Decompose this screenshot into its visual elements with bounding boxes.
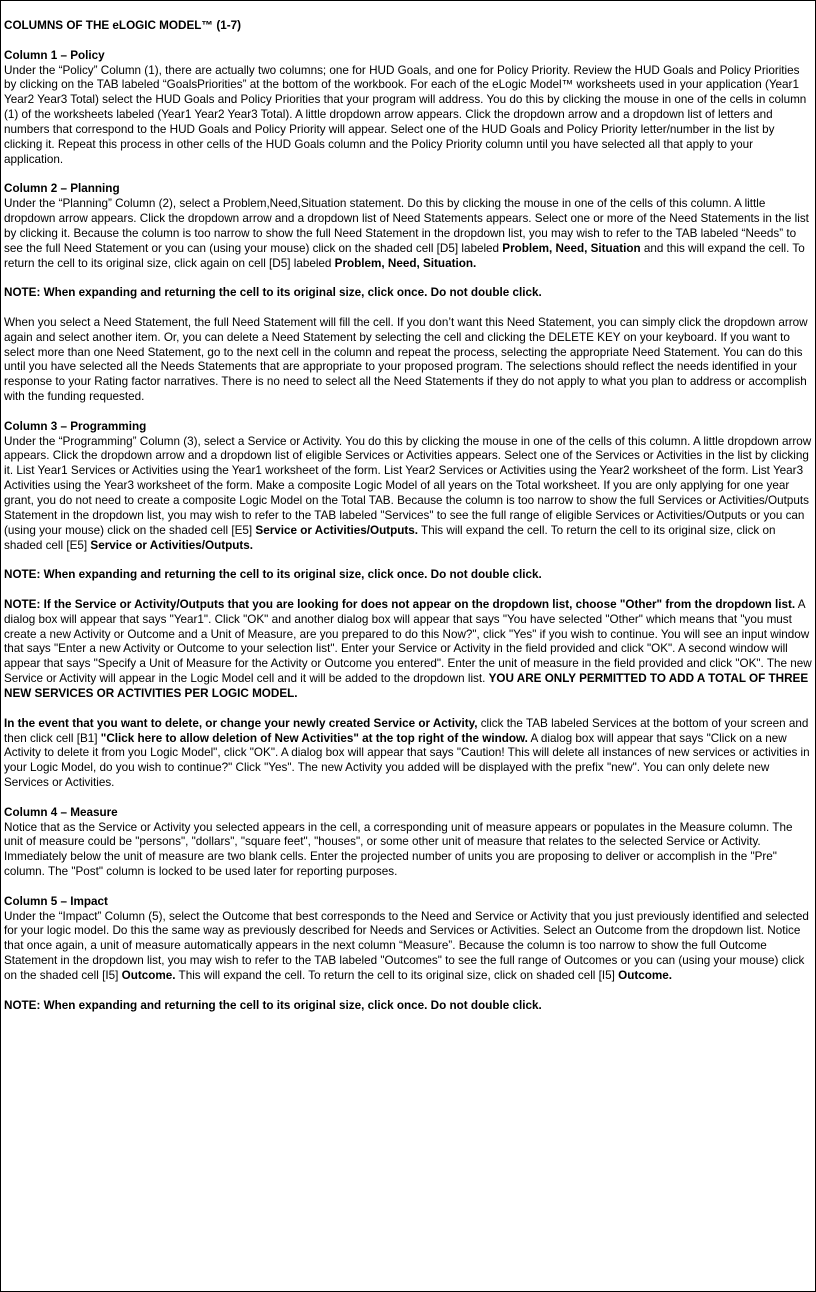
bold-text-run: Service or Activities/Outputs. [255, 523, 419, 537]
text-run: Under the “Programming” Column (3), select a Service or Activity. You do this by clicking the mouse in one of the cells of this column. A little dropdown arrow appears. Click the dropdown arrow and a dropdown list of eligible Services or Activities appears. Select one of the Services or Activities in the list by clicking it. List Year1 Services or Activities using the Year1 worksheet of the form. List Year2 Services or Activities using the Year2 worksheet of the form. List Year3 Activities using the Year3 worksheet of the form. Make a composite Logic Model of all years on the Total worksheet. If you are only applying for one year grant, you do not need to create a composite Logic Model on the Total TAB. Because the column is too narrow to show the full Services or Activities/Outputs Statement in the dropdown list, you may wish to refer to the TAB labeled "Services" to see the full range of eligible Services or Activities/Outputs or you can (using your mouse) click on the shaded cell [E5] [4, 434, 812, 537]
note-text: NOTE: When expanding and returning the cell to its original size, click once. Do not double click. [4, 286, 542, 300]
text-run: and this will expand the cell. To return the cell to its original size, click again on cell [D5] labeled [4, 241, 805, 270]
text-run: This will expand the cell. To return the cell to its original size, click on shaded cell [I5] [175, 969, 619, 982]
section-column-1 [4, 49, 814, 168]
section-column-3 [4, 420, 814, 791]
bold-text-run: Service or Activities/Outputs. [90, 538, 254, 552]
text-run: Under the “Impact” Column (5), select the Outcome that best corresponds to the Need and Service or Activity that you just previously identified and selected for your logic model. Do this the same way as previously described for Needs and Services or Activities. Select an Outcome from the dropdown list. Notice that once again, a unit of measure automatically appears in the next column “Measure”. Because the column is too narrow to show the full Outcome Statement in the dropdown list, you may wish to refer to the TAB labeled "Outcomes" to see the full range of Outcomes or you can (using your mouse) click on the shaded cell [I5] [4, 909, 809, 982]
paragraph [4, 435, 814, 554]
bold-text-run: "Click here to allow deletion of New Activities" at the top right of the window. [100, 731, 528, 745]
note-text: NOTE: When expanding and returning the cell to its original size, click once. Do not double click. [4, 998, 542, 1012]
paragraph [4, 717, 814, 791]
section-column-5 [4, 895, 814, 1014]
bold-text-run: Problem, Need, Situation [502, 241, 641, 255]
bold-text-run: In the event that you want to delete, or change your newly created Service or Activity, [4, 716, 478, 730]
text-run: Under the “Planning” Column (2), select a Problem,Need,Situation statement. Do this by clicking the mouse in one of the cells of this column. A little dropdown arrow appears. Click the dropdown arrow and a dropdown list of Need Statements appears. Select one or more of the Need Statements in the list by clicking it. Because the column is too narrow to show the full Need Statement in the dropdown list, you may wish to refer to the TAB labeled “Needs” to see the full Need Statement or you can (using your mouse) click on the shaded cell [D5] labeled [4, 197, 809, 255]
paragraph [4, 598, 814, 702]
paragraph [4, 197, 814, 271]
text-run: click the TAB labeled Services at the bottom of your screen and then click cell [B1] [4, 716, 809, 745]
text-run: A dialog box will appear that says "Click on a new Activity to delete it from you Logic Model", click "OK". A dialog box will appear that says "Caution! This will delete all instances of new services or activities in your Logic Model, do you wish to continue?" Click "Yes". The new Activity you added will be displayed with the prefix "new". You can only delete new Services or Activities. [4, 731, 810, 790]
paragraph: When you select a Need Statement, the full Need Statement will fill the cell. If you don’t want this Need Statement, you can simply click the dropdown arrow again and select another item. Or, you can delete a Need Statement by selecting the cell and clicking the DELETE KEY on your keyboard. If you want to select more than one Need Statement, go to the next cell in the column and repeat the process, selecting the appropriate Need Statement. You can do this until you have selected all the Needs Statements that are appropriate to your proposed program. The selections should reflect the needs identified in your response to your Rating factor narratives. There is no need to select all the Need Statements if they do not apply to what you plan to address or accomplish with the funding requested. [4, 315, 808, 404]
section-heading-column-3: Column 3 – Programming [4, 419, 147, 433]
bold-text-run: Outcome. [121, 969, 176, 982]
section-heading-column-5: Column 5 – Impact [4, 894, 108, 908]
section-column-4 [4, 806, 814, 880]
section-column-2 [4, 182, 814, 405]
document-body [4, 19, 814, 1014]
note-text: NOTE: When expanding and returning the cell to its original size, click once. Do not double click. [4, 568, 542, 582]
text-run: A dialog box will appear that says "Year1". Click "OK" and another dialog box will appear that says "You have selected "Other" which means that "you must create a new Activity or Outcome and a Unit of Measure, are you prepared to do this Now?", click "Yes" if you wish to continue. You will see an input window that says "Enter a new Activity or Outcome to your selection list". Enter your Service or Activity in the field provided and click "OK". A second window will appear that says "Specify a Unit of Measure for the Activity or Outcome you entered". Enter the unit of measure in the field provided and click "OK". The new Service or Activity will appear in the Logic Model cell and it will be added to the dropdown list. [4, 597, 812, 686]
text-run: This will expand the cell. To return the cell to its original size, click on shaded cell [E5] [4, 523, 776, 552]
page-title: COLUMNS OF THE eLOGIC MODEL™ (1-7) [4, 19, 241, 32]
paragraph: Under the “Policy” Column (1), there are actually two columns; one for HUD Goals, and one for Policy Priority. Review the HUD Goals and Policy Priorities by clicking on the TAB labeled “GoalsPriorities” at the bottom of the workbook. For each of the eLogic Model™ worksheets used in your application (Year1 Year2 Year3 Total) select the HUD Goals and Policy Priorities that your program will address. You do this by clicking the mouse in one of the cells in column (1) of the worksheets labeled (Year1 Year2 Year3 Total). A little dropdown arrow appears. Click the dropdown arrow and a dropdown list of letters and numbers that correspond to the HUD Goals and Policy Priority will appear. Select one of the HUD Goals and Policy Priority letter/number in the list by clicking it. Repeat this process in other cells of the HUD Goals column and the Policy Priority column until you have selected all that apply to your application. [4, 63, 807, 166]
section-heading-column-1: Column 1 – Policy [4, 48, 105, 62]
section-heading-column-2: Column 2 – Planning [4, 182, 120, 196]
bold-text-run: NOTE: If the Service or Activity/Outputs that you are looking for does not appear on the dropdown list, choose "Other" from the dropdown list. [4, 597, 796, 611]
bold-text-run: YOU ARE ONLY PERMITTED TO ADD A TOTAL OF THREE NEW SERVICES OR ACTIVITIES PER LOGIC MODEL. [4, 672, 809, 700]
bold-text-run: Problem, Need, Situation. [334, 256, 477, 270]
paragraph [4, 910, 814, 984]
paragraph: Notice that as the Service or Activity you selected appears in the cell, a corresponding unit of measure appears or populates in the Measure column. The unit of measure could be "persons", "dollars", "square feet", "houses", or some other unit of measure that relates to the selected Service or Activity. Immediately below the unit of measure are two blank cells. Enter the projected number of units you are proposing to deliver or accomplish in the "Pre" column. The "Post" column is locked to be used later for reporting purposes. [4, 820, 793, 879]
bold-text-run: Outcome. [618, 969, 673, 982]
section-heading-column-4: Column 4 – Measure [4, 805, 118, 819]
